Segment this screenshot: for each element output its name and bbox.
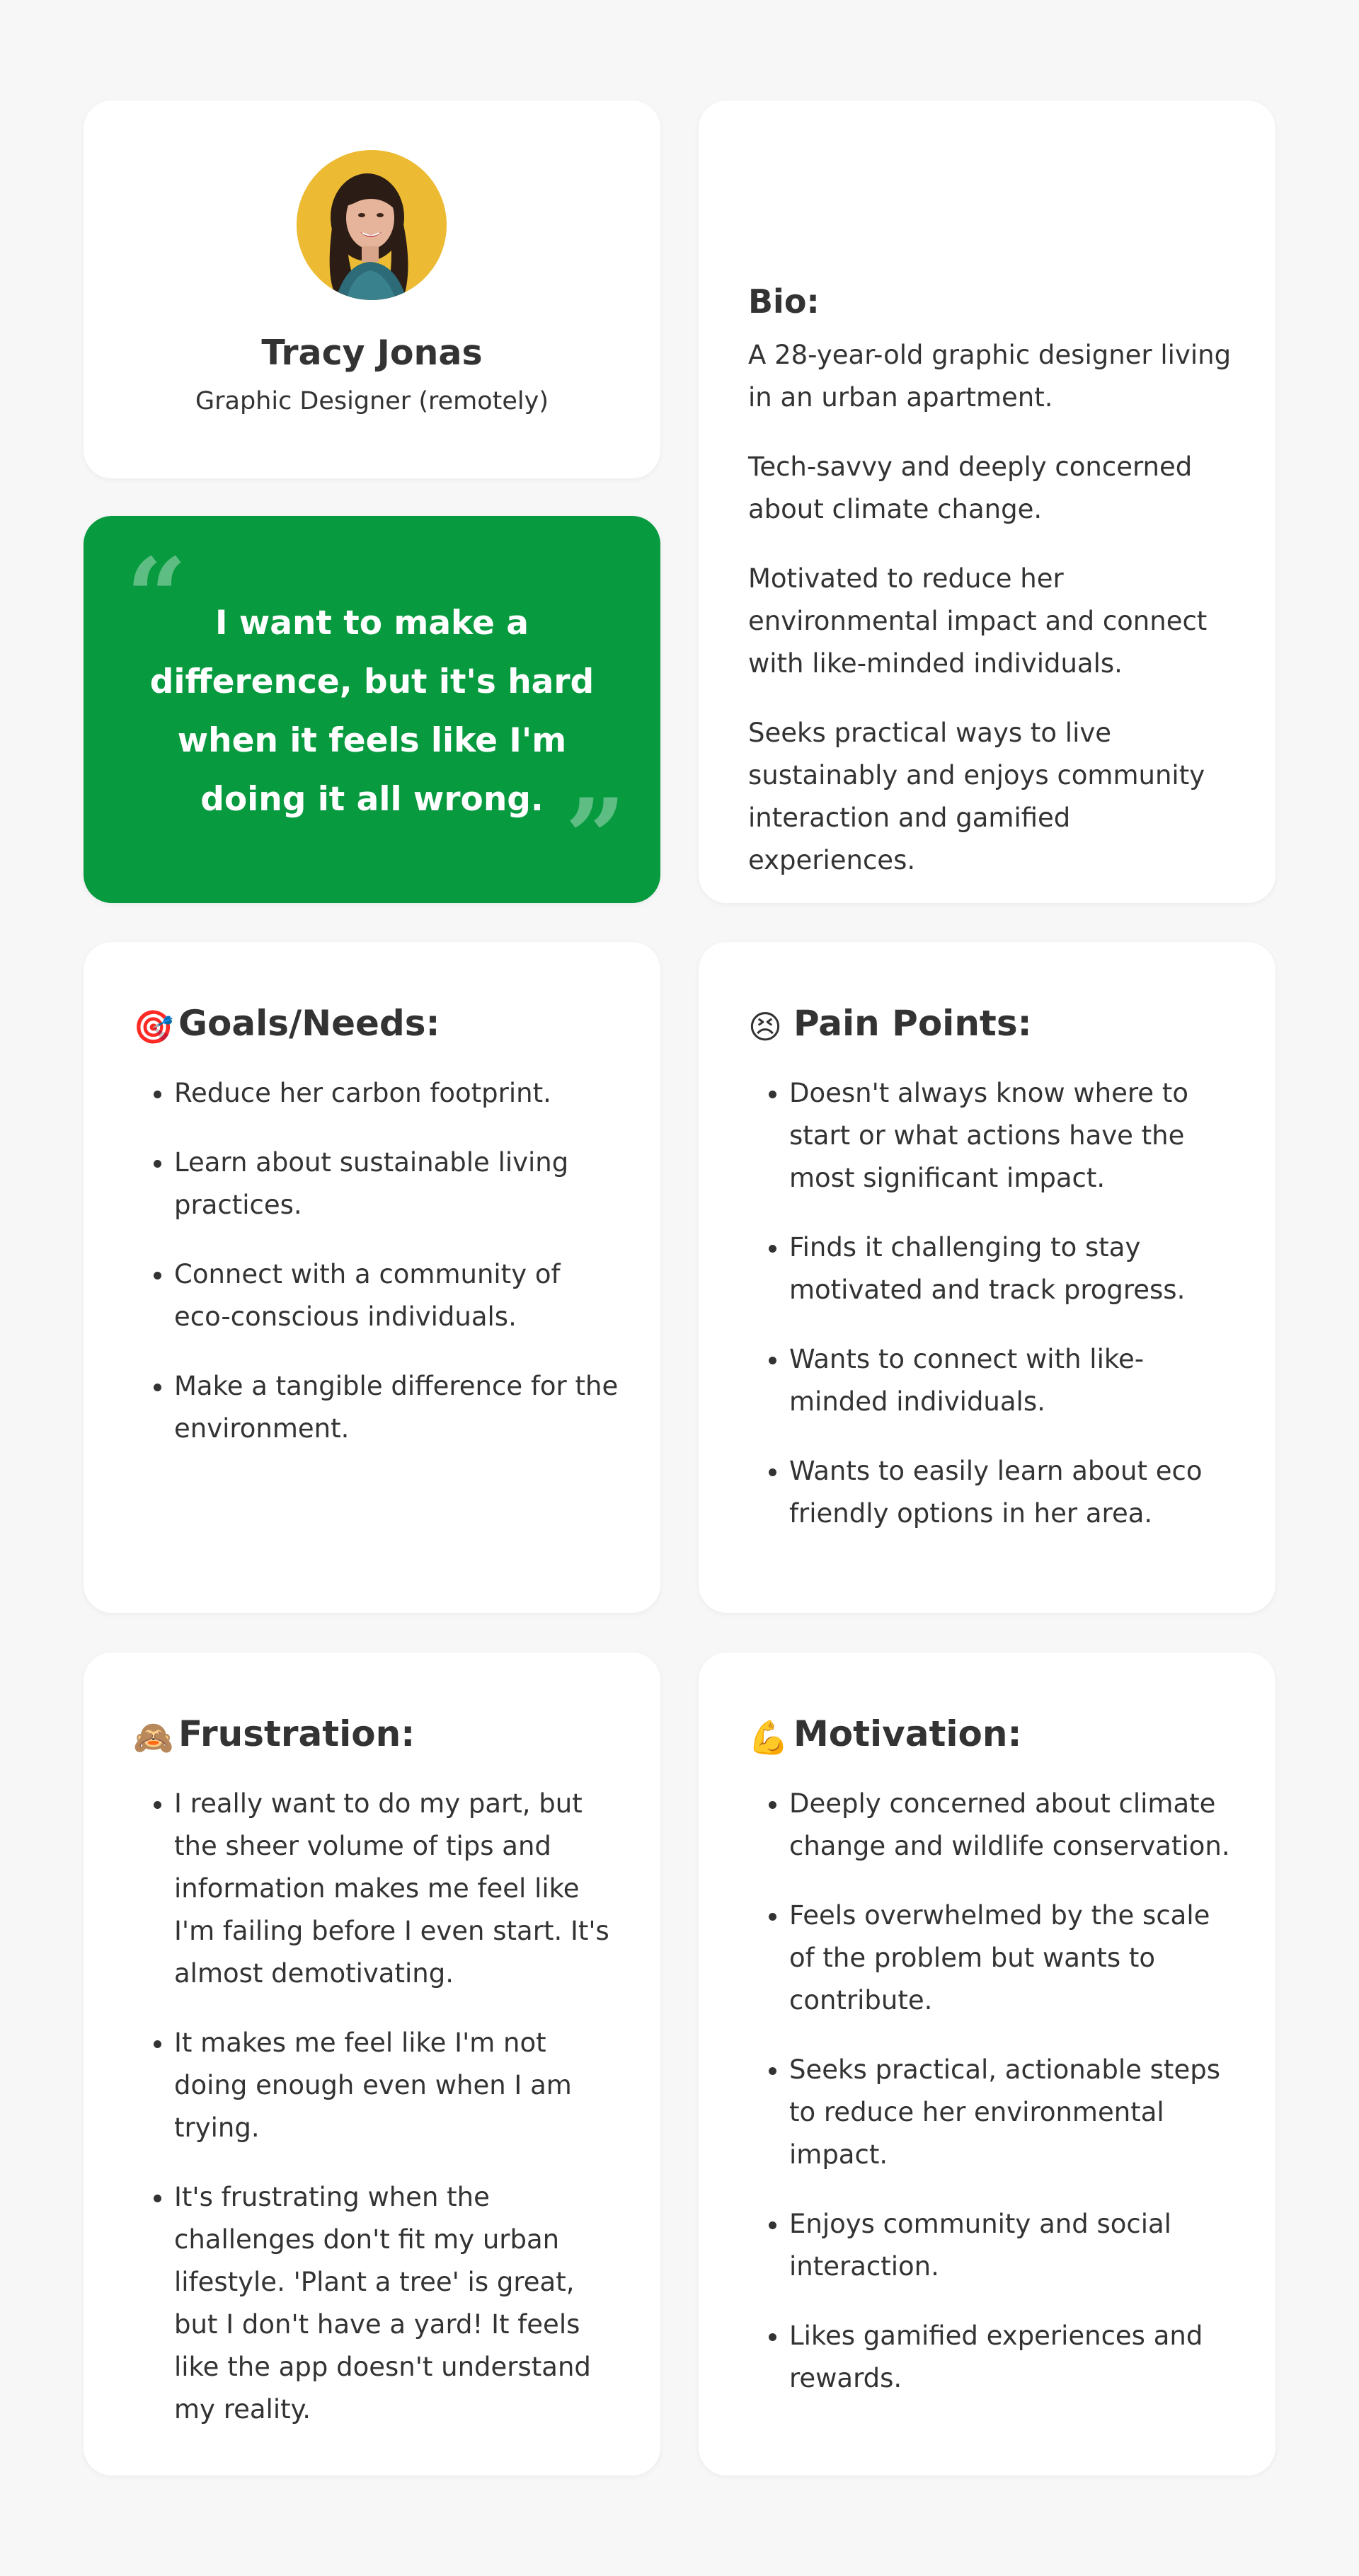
list-item: • Feels overwhelmed by the scale of the problem but wants to contribute. — [789, 1894, 1237, 2022]
motivation-list — [748, 1783, 1237, 2427]
list-item: • Connect with a community of eco-conscious individuals. — [174, 1253, 621, 1338]
list-item: • It makes me feel like I'm not doing enough even when I am trying. — [174, 2022, 621, 2149]
persevering-face-icon: 😣 — [748, 1008, 782, 1046]
motivation-title-text: Motivation: — [793, 1713, 1022, 1754]
quote-text: I want to make a difference, but it's hard when it feels like I'm doing it all wrong. — [149, 604, 595, 819]
bio-body — [748, 282, 1244, 909]
pain-points-title-text: Pain Points: — [793, 1003, 1032, 1044]
pain-points-list — [748, 1072, 1237, 1562]
target-icon: 🎯 — [133, 1008, 174, 1046]
goals-title-text: Goals/Needs: — [178, 1003, 440, 1044]
open-quote-icon: “ — [126, 535, 188, 660]
list-item: • Deeply concerned about climate change and wildlife conservation. — [789, 1783, 1237, 1868]
list-item: • Wants to connect with like-minded individuals. — [789, 1338, 1237, 1423]
woman-portrait-avatar-icon — [297, 150, 447, 300]
motivation-title — [748, 1713, 1021, 1759]
bio-title: Bio: — [748, 282, 820, 321]
motivation-card — [699, 1652, 1275, 2476]
quote-card — [84, 516, 660, 903]
see-no-evil-monkey-icon: 🙈 — [133, 1718, 174, 1756]
goals-title — [133, 1002, 440, 1048]
list-item: • Finds it challenging to stay motivated and track progress. — [789, 1226, 1237, 1311]
frustration-title — [133, 1713, 415, 1759]
list-item: • Enjoys community and social interaction. — [789, 2203, 1237, 2288]
bio-paragraph: Tech-savvy and deeply concerned about climate change. — [748, 452, 1193, 524]
profile-card — [84, 100, 660, 478]
profile-name: Tracy Jonas — [261, 333, 483, 373]
frustration-list — [133, 1783, 621, 2458]
list-item: • Make a tangible difference for the environment. — [174, 1365, 621, 1450]
list-item: • I really want to do my part, but the sheer volume of tips and information makes me feel like I'm failing before I even start. It's almost demotivating. — [174, 1783, 621, 1995]
profile-role: Graphic Designer (remotely) — [195, 387, 549, 415]
goals-card — [84, 942, 660, 1613]
frustration-card — [84, 1652, 660, 2476]
bio-paragraph: Seeks practical ways to live sustainably and enjoys community interaction and gamified experiences. — [748, 718, 1205, 875]
frustration-title-text: Frustration: — [178, 1713, 415, 1754]
pain-points-title — [748, 1002, 1032, 1048]
list-item: • Learn about sustainable living practices. — [174, 1142, 621, 1226]
list-item: • Wants to easily learn about eco friendly options in her area. — [789, 1450, 1237, 1535]
bio-paragraph: Motivated to reduce her environmental impact and connect with like-minded individuals. — [748, 563, 1208, 679]
flexed-biceps-icon: 💪 — [748, 1718, 789, 1756]
list-item: • Likes gamified experiences and rewards. — [789, 2315, 1237, 2400]
list-item: • Doesn't always know where to start or what actions have the most significant impact. — [789, 1072, 1237, 1200]
pain-points-card — [699, 942, 1275, 1613]
list-item: • Seeks practical, actionable steps to reduce her environmental impact. — [789, 2049, 1237, 2176]
goals-list — [133, 1072, 621, 1477]
list-item: • Reduce her carbon footprint. — [174, 1072, 621, 1115]
close-quote-icon: ” — [565, 776, 626, 900]
bio-paragraph: A 28-year-old graphic designer living in an urban apartment. — [748, 340, 1232, 413]
list-item: • It's frustrating when the challenges don't fit my urban lifestyle. 'Plant a tree' is great, but I don't have a yard! It feels like the app doesn't understand my reality. — [174, 2176, 621, 2431]
bio-card — [699, 100, 1275, 903]
